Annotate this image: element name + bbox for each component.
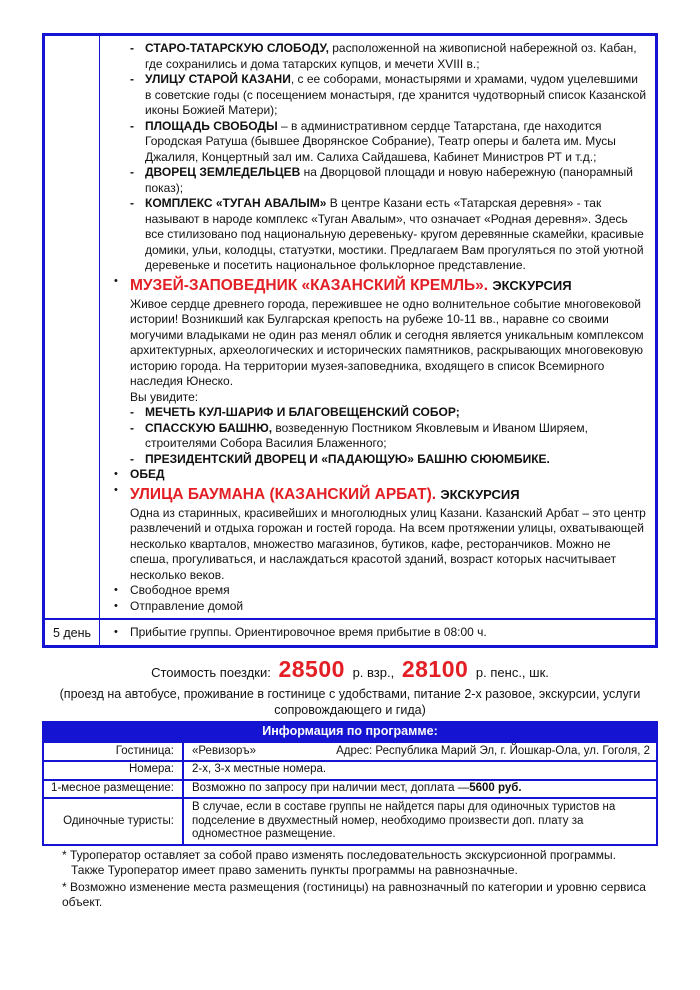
bullet-marker: •	[114, 274, 118, 287]
kremlin-sight-item	[106, 405, 647, 421]
bauman-heading-row	[106, 483, 647, 506]
price-adult-unit: р. взр.,	[352, 665, 395, 680]
info-row-single	[44, 779, 656, 798]
itinerary-row-day5	[45, 618, 655, 645]
bullet-marker: •	[114, 599, 118, 612]
tour-stop-title: ДВОРЕЦ ЗЕМЛЕДЕЛЬЦЕВ	[145, 165, 301, 179]
bullet-marker: •	[114, 584, 118, 596]
footnote-line-1: * Туроператор оставляет за собой право изменять последовательность экскурсионной программы.	[62, 848, 616, 862]
info-row-rooms	[44, 760, 656, 779]
price-label: Стоимость поездки:	[151, 665, 271, 680]
sight-desc: возведенную Постником Яковлевым и Иваном Ширяем, строителями Собора Василия Блаженного;	[145, 420, 588, 450]
lunch-row	[106, 467, 647, 483]
price-discount: 28100	[401, 656, 469, 682]
solo-value: В случае, если в составе группы не найдется пары для одиночных туристов на подселение в двухместный номер, необходимо произвести доп. плату за одноместное размещение.	[192, 800, 616, 841]
hotel-value	[184, 743, 656, 760]
tour-stop-item	[106, 165, 647, 196]
footnotes	[62, 848, 668, 909]
info-table-header: Информация по программе:	[44, 723, 656, 741]
tour-stop-text	[145, 119, 647, 166]
hotel-value-flex	[192, 745, 650, 759]
kremlin-sight-item	[106, 421, 647, 452]
rooms-value: 2-х, 3-х местные номера.	[192, 763, 327, 776]
hotel-name: «Ревизоръ»	[192, 744, 257, 757]
dash-marker: -	[130, 196, 134, 210]
itinerary-row-day4	[45, 36, 655, 618]
day5-cell: 5 день	[45, 620, 100, 645]
arrival-text: Прибытие группы. Ориентировочное время прибытие в 08:00 ч.	[130, 625, 487, 639]
single-value-text: Возможно по запросу при наличии мест, доплата —	[192, 782, 470, 795]
arrival-row	[106, 625, 647, 641]
day4-content	[100, 36, 655, 618]
tour-stop-item	[106, 196, 647, 274]
tour-stop-text	[145, 196, 647, 274]
sight-text	[145, 452, 647, 468]
free-time-label: Свободное время	[130, 583, 230, 597]
tour-stop-item	[106, 41, 647, 72]
kremlin-heading-red: МУЗЕЙ-ЗАПОВЕДНИК «КАЗАНСКИЙ КРЕМЛЬ».	[130, 276, 489, 294]
dash-marker: -	[130, 420, 134, 435]
day5-content	[100, 620, 655, 645]
tour-stop-desc: В центре Казани есть «Татарская деревня» - так называют в народе комплекс «Туган Авалым», что означает «Родная деревня». Здесь все стилизовано под национальную деревеньку- кругом деревянные скамейки, красивые домики, ульи, колодцы, статуэтки, мостики. Предлагаем Вам прогуляться по этой уютной деревеньке и посетить национальное фольклорное представление.	[145, 196, 644, 272]
day-cell-empty	[45, 36, 100, 618]
dash-marker: -	[130, 451, 134, 466]
tour-stop-item	[106, 119, 647, 166]
sight-title: СПАССКУЮ БАШНЮ,	[145, 420, 273, 435]
bullet-marker: •	[114, 626, 118, 638]
single-label: 1-месное размещение:	[44, 781, 184, 798]
dash-marker: -	[130, 405, 134, 419]
sight-title: ПРЕЗИДЕНТСКИЙ ДВОРЕЦ И «ПАДАЮЩУЮ» БАШНЮ СЮЮМБИКЕ.	[145, 451, 550, 466]
sight-text	[145, 421, 647, 452]
tour-stop-text	[145, 41, 647, 72]
program-info-table	[42, 721, 658, 846]
single-value-price: 5600 руб.	[469, 782, 522, 795]
dash-marker: -	[130, 118, 134, 133]
price-line	[0, 656, 700, 683]
pricing-section	[0, 656, 700, 718]
sight-text	[145, 405, 647, 421]
tour-stop-item	[106, 72, 647, 119]
bauman-paragraph: Одна из старинных, красивейших и многолюдных улиц Казани. Казанский Арбат – это центр развлечений и отдыха горожан и гостей города. На всем протяжении улицы, охватывающей несколько кварталов, множество магазинов, бутиков, кафе, ресторанчиков. Можно не спеша, прогуливаться, и наслаждаться красотой зданий, возраст которых насчитывает несколько веков.	[130, 505, 646, 582]
tour-stop-desc: расположенной на живописной набережной оз. Кабан, где сохранились и дома татарских купцов, и мечети XVIII в.;	[145, 41, 637, 71]
tour-stop-title: СТАРО-ТАТАРСКУЮ СЛОБОДУ,	[145, 41, 329, 55]
free-time-row	[106, 583, 647, 599]
single-value	[184, 781, 656, 798]
departure-row	[106, 599, 647, 615]
tour-stop-desc: на Дворцовой площади и новую набережную (панорамный показ);	[145, 165, 634, 195]
tour-stop-title: ПЛОЩАДЬ СВОБОДЫ	[145, 118, 278, 133]
kremlin-heading-row	[106, 274, 647, 297]
info-row-solo	[44, 797, 656, 843]
price-adult: 28500	[278, 656, 345, 682]
kremlin-paragraph: Живое сердце древнего города, пережившее не одно волнительное событие многовековой истории! Возникший как Булгарская крепость на рубеже 10-11 вв., наравне со своими могучими владыками не один раз менял облик и сегодня является уникальным комплексом архитектурных, археологических и исторических памятников, раскрывающих многовековую историю города. На территории музея-заповедника, входящего в список Всемирного наследия Юнеско.	[130, 296, 644, 388]
kremlin-heading	[130, 275, 647, 296]
price-includes: (проезд на автобусе, проживание в гостинице с удобствами, питание 2-х разовое, экскурсии, услуги сопровождающего и гида)	[59, 687, 641, 717]
rooms-label: Номера:	[44, 762, 184, 779]
price-discount-unit: р. пенс., шк.	[475, 665, 549, 680]
dash-marker: -	[130, 41, 134, 55]
lunch-label: ОБЕД	[130, 467, 165, 481]
kremlin-heading-suffix: ЭКСКУРСИЯ	[492, 277, 572, 293]
solo-label: Одиночные туристы:	[44, 799, 184, 843]
itinerary-table	[42, 33, 658, 648]
kremlin-sight-item	[106, 452, 647, 468]
tour-stop-title: УЛИЦУ СТАРОЙ КАЗАНИ	[145, 72, 291, 86]
dash-marker: -	[130, 165, 134, 179]
bauman-heading	[130, 484, 647, 505]
tour-stop-text	[145, 165, 647, 196]
bauman-heading-red: УЛИЦА БАУМАНА (КАЗАНСКИЙ АРБАТ).	[130, 485, 437, 503]
dash-marker: -	[130, 72, 134, 86]
see-label: Вы увидите:	[130, 389, 199, 404]
tour-stop-desc: – в административном сердце Татарстана, где находится Городская Ратуша (бывшее Дворянское Собрание), Театр оперы и балета им. Мусы Джалиля, Концертный зал им. Салиха Сайдашева, Кабинет Министров РТ и т.д.;	[145, 118, 616, 164]
tour-stop-title: КОМПЛЕКС «ТУГАН АВАЛЫМ»	[145, 196, 327, 210]
bullet-marker: •	[114, 483, 118, 496]
sight-title: МЕЧЕТЬ КУЛ-ШАРИФ И БЛАГОВЕЩЕНСКИЙ СОБОР;	[145, 405, 460, 419]
bullet-marker: •	[114, 468, 118, 480]
departure-label: Отправление домой	[130, 598, 244, 613]
bauman-heading-suffix: ЭКСКУРСИЯ	[440, 486, 520, 502]
footnote-line-3: * Возможно изменение места размещения (гостиницы) на равнозначный по категории и уровню сервиса объект.	[62, 880, 646, 909]
tour-stop-text	[145, 72, 647, 119]
hotel-address: Адрес: Республика Марий Эл, г. Йошкар-Ола, ул. Гоголя, 2	[336, 744, 650, 757]
footnote-line-2: Также Туроператор имеет право заменить пункты программы на равнозначные.	[71, 862, 518, 877]
tour-stop-desc: , с ее соборами, монастырями и храмами, чудом уцелевшими в советские годы (с посещением монастыря, где хранится чудотворный список Казанской иконы Божией Матери);	[145, 72, 647, 117]
info-row-hotel	[44, 741, 656, 760]
hotel-label: Гостиница:	[44, 743, 184, 760]
